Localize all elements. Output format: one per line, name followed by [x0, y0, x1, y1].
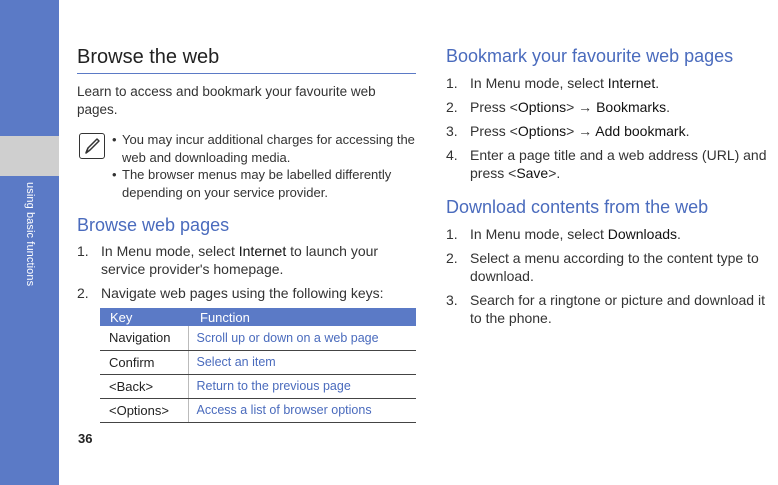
page-number: 36	[78, 431, 93, 446]
function-cell: Scroll up or down on a web page	[188, 326, 416, 350]
menu-label: Downloads	[607, 226, 678, 242]
bookmark-heading: Bookmark your favourite web pages	[446, 46, 734, 66]
step-item: 1. In Menu mode, select Downloads.	[446, 226, 681, 242]
note-item: • The browser menus may be labelled differently depending on your service provider.	[112, 166, 416, 201]
browse-heading: Browse web pages	[77, 215, 230, 235]
menu-label: Bookmarks	[596, 99, 667, 115]
function-cell: Select an item	[188, 350, 416, 374]
section-label: using basic functions	[24, 182, 36, 287]
function-cell: Access a list of browser options	[188, 398, 416, 422]
step-item: 4. Enter a page title and a web address (URL) and press <Save>.	[446, 147, 767, 181]
step-item: 3. Search for a ringtone or picture and download it to the phone.	[446, 292, 765, 326]
step-item: 2. Select a menu according to the content type to download.	[446, 250, 759, 284]
table-row	[100, 326, 416, 350]
note-box	[77, 131, 416, 201]
note-item: • You may incur additional charges for accessing the web and downloading media.	[112, 131, 416, 166]
menu-label: Add bookmark	[595, 123, 686, 139]
header-function: Function	[188, 308, 416, 326]
softkey-label: Save	[516, 165, 549, 181]
pencil-note-icon	[79, 133, 105, 159]
key-cell: Navigation	[100, 326, 188, 350]
sidebar	[0, 0, 59, 485]
download-heading: Download contents from the web	[446, 197, 709, 217]
step-item: 1. In Menu mode, select Internet.	[446, 75, 660, 91]
menu-label: Internet	[607, 75, 656, 91]
table-row	[100, 398, 416, 422]
table-row	[100, 374, 416, 398]
softkey-label: Options	[517, 99, 567, 115]
step-item: 3. Press <Options> → Add bookmark.	[446, 123, 690, 139]
step-item: 2. Press <Options> → Bookmarks.	[446, 99, 670, 115]
keys-table	[100, 308, 416, 423]
page-title: Browse the web	[77, 46, 416, 74]
download-steps	[446, 225, 778, 327]
step-item: 1. In Menu mode, select Internet to launch your service provider's homepage.	[77, 243, 379, 277]
browse-steps	[77, 242, 416, 302]
sidebar-tab	[0, 136, 59, 176]
key-cell: <Options>	[100, 398, 188, 422]
table-row	[100, 350, 416, 374]
function-cell: Return to the previous page	[188, 374, 416, 398]
key-cell: <Back>	[100, 374, 188, 398]
left-column	[77, 46, 416, 423]
menu-label: Internet	[238, 243, 287, 259]
bookmark-steps	[446, 74, 778, 182]
step-item: 2. Navigate web pages using the following keys:	[77, 285, 384, 301]
right-column	[446, 46, 778, 333]
table-header-row	[100, 308, 416, 326]
softkey-label: Options	[517, 123, 567, 139]
header-key: Key	[100, 308, 188, 326]
key-cell: Confirm	[100, 350, 188, 374]
intro-text: Learn to access and bookmark your favourite web pages.	[77, 84, 376, 117]
